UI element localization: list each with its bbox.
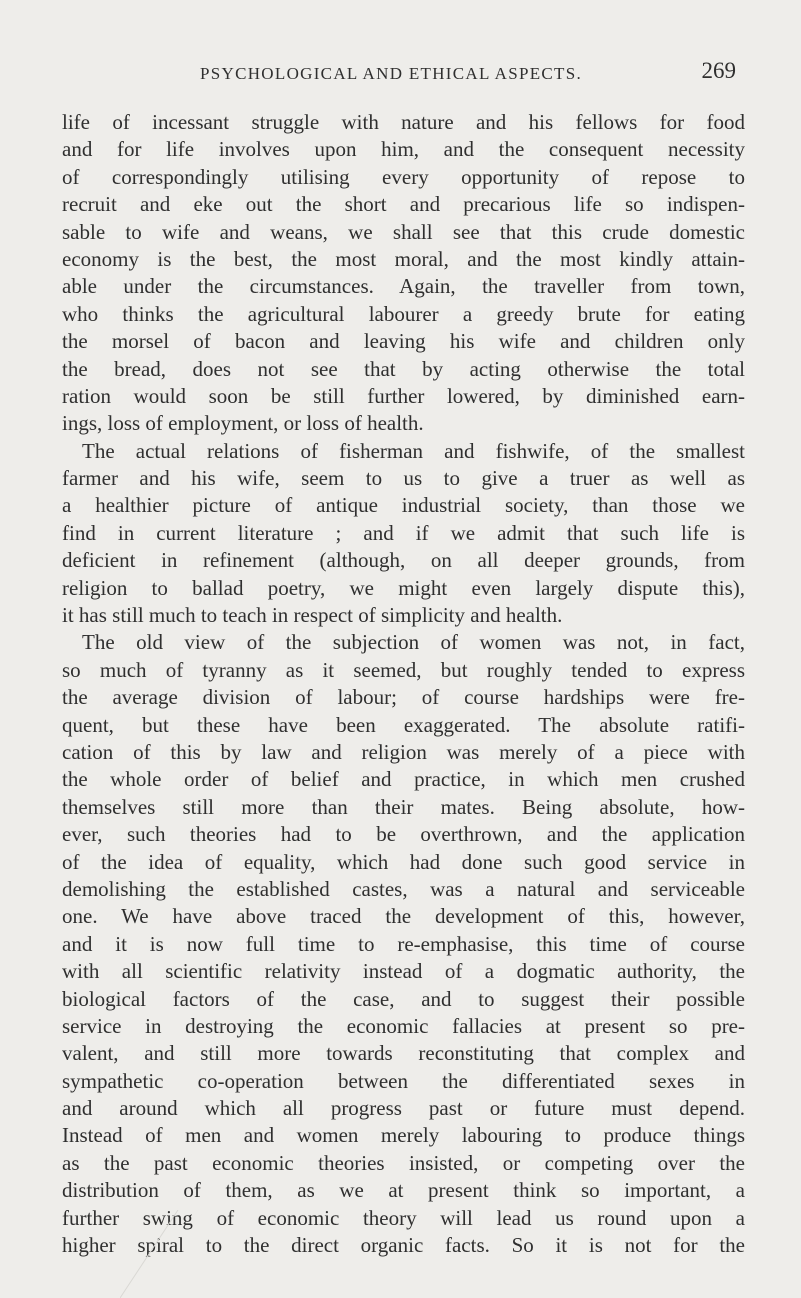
text-line: biological factors of the case, and to suggest their possible [62,986,745,1011]
scan-crease-mark [120,1210,180,1298]
text-line: religion to ballad poetry, we might even largely dispute this), [62,575,745,600]
text-line: so much of tyranny as it seemed, but roughly tended to express [62,657,745,682]
text-line: the whole order of belief and practice, in which men crushed [62,767,745,792]
text-line: and it is now full time to re-emphasise, this time of course [62,931,745,956]
text-line: one. We have above traced the development of this, however, [62,904,745,929]
text-line: the morsel of bacon and leaving his wife and children only [62,329,745,354]
text-line: quent, but these have been exaggerated. The absolute ratifi- [62,712,745,737]
text-line: and around which all progress past or future must depend. [62,1096,745,1121]
text-line: service in destroying the economic fallacies at present so pre- [62,1013,745,1038]
text-line: the bread, does not see that by acting otherwise the total [62,356,745,381]
text-line: find in current literature ; and if we admit that such life is [62,520,745,545]
text-line: the average division of labour; of course hardships were fre- [62,685,745,710]
text-line: with all scientific relativity instead of a dogmatic authority, the [62,959,745,984]
text-line: economy is the best, the most moral, and the most kindly attain- [62,246,745,271]
text-line: who thinks the agricultural labourer a greedy brute for eating [62,301,745,326]
running-title: PSYCHOLOGICAL AND ETHICAL ASPECTS. [200,64,583,83]
text-line: ever, such theories had to be overthrown, and the application [62,822,745,847]
body-text [62,109,745,1259]
text-line: deficient in refinement (although, on all deeper grounds, from [62,548,745,573]
text-line: recruit and eke out the short and precarious life so indispen- [62,192,745,217]
text-line: cation of this by law and religion was merely of a piece with [62,739,745,764]
text-line: The actual relations of fisherman and fishwife, of the smallest [82,438,745,463]
text-line: further swing of economic theory will lead us round upon a [62,1205,745,1230]
text-line: farmer and his wife, seem to us to give a truer as well as [62,466,745,491]
text-line: and for life involves upon him, and the consequent necessity [62,137,745,162]
text-line: demolishing the established castes, was a natural and serviceable [62,876,745,901]
running-head [62,58,744,90]
text-line: it has still much to teach in respect of simplicity and health. [62,603,563,628]
text-line: distribution of them, as we at present think so important, a [62,1178,745,1203]
text-line: of correspondingly utilising every opportunity of repose to [62,164,745,189]
text-line: higher spiral to the direct organic facts. So it is not for the [62,1233,745,1258]
text-line: of the idea of equality, which had done such good service in [62,849,745,874]
text-line: themselves still more than their mates. Being absolute, how- [62,794,745,819]
text-line: sable to wife and weans, we shall see that this crude domestic [62,219,745,244]
text-line: ings, loss of employment, or loss of health. [62,411,424,436]
text-line: a healthier picture of antique industrial society, than those we [62,493,745,518]
text-line: Instead of men and women merely labouring to produce things [62,1123,745,1148]
text-line: The old view of the subjection of women was not, in fact, [82,630,745,655]
text-line: valent, and still more towards reconstituting that complex and [62,1041,745,1066]
text-line: as the past economic theories insisted, or competing over the [62,1150,745,1175]
text-line: able under the circumstances. Again, the traveller from town, [62,274,745,299]
text-line: life of incessant struggle with nature and his fellows for food [62,110,745,134]
text-line: ration would soon be still further lowered, by diminished earn- [62,383,745,408]
page-number: 269 [701,58,736,83]
text-line: sympathetic co-operation between the differentiated sexes in [62,1068,745,1093]
